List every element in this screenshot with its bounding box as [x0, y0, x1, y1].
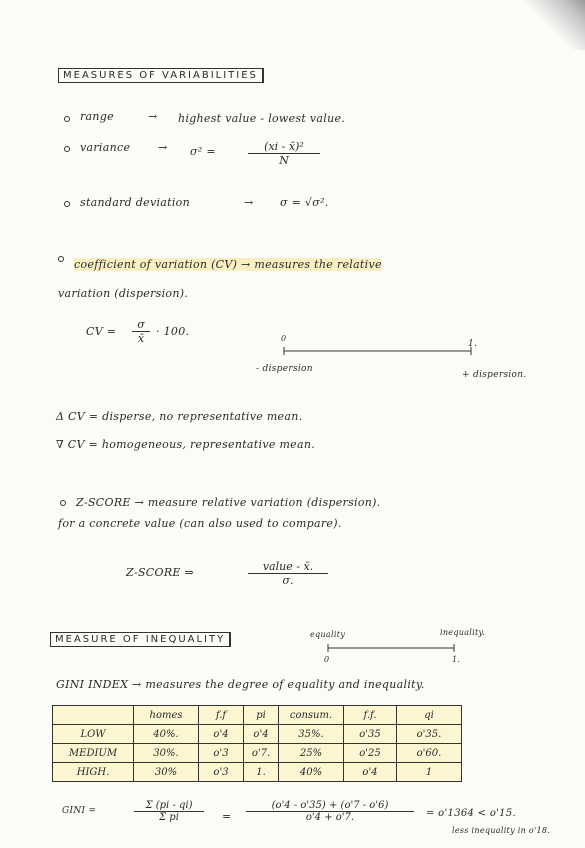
table-cell: o'4: [244, 725, 279, 744]
table-cell: 35%.: [279, 725, 344, 744]
std-formula: σ = √σ².: [280, 196, 329, 209]
variance-lhs: σ² =: [190, 145, 216, 158]
table-header-cell: pi: [244, 706, 279, 725]
zscore-numerator: value - x̄.: [248, 560, 328, 574]
table-cell: o'60.: [397, 744, 462, 763]
table-cell: LOW: [53, 725, 134, 744]
table-cell: o'3: [199, 744, 244, 763]
bullet-icon: [64, 201, 70, 207]
inequality-label: inequality.: [440, 628, 486, 637]
table-cell: 1.: [244, 763, 279, 782]
gini-equals: =: [222, 810, 232, 823]
table-cell: 30%: [134, 763, 199, 782]
cv-high-meaning: Δ CV = disperse, no representative mean.: [56, 410, 303, 423]
table-cell: 40%.: [134, 725, 199, 744]
table-header-cell: f.f: [199, 706, 244, 725]
arrow-icon: →: [244, 196, 254, 209]
table-header-cell: consum.: [279, 706, 344, 725]
zscore-line2: for a concrete value (can also used to compare).: [58, 517, 342, 530]
table-cell: 25%: [279, 744, 344, 763]
gini-denominator-values: o'4 + o'7.: [305, 812, 355, 823]
table-header-row: [53, 706, 462, 725]
cv-line2: variation (dispersion).: [58, 287, 189, 300]
section-title-inequality: MEASURE OF INEQUALITY: [50, 632, 231, 647]
gini-result: = o'1364 < o'15.: [426, 808, 516, 819]
table-header-cell: [53, 706, 134, 725]
variance-denominator: N: [279, 154, 289, 167]
scale-left-label: - dispersion: [256, 364, 313, 374]
bullet-icon: [58, 256, 64, 262]
scale-right-label: + dispersion.: [462, 370, 527, 380]
arrow-icon: →: [158, 141, 168, 154]
table-cell: o'25: [344, 744, 397, 763]
gini-note: less inequality in o'18.: [452, 826, 551, 835]
gini-denominator-general: Σ pi: [159, 812, 179, 823]
gini-definition: GINI INDEX → measures the degree of equality and inequality.: [56, 678, 425, 691]
table-cell: o'7.: [244, 744, 279, 763]
equality-label: equality: [310, 630, 346, 639]
bullet-icon: [60, 500, 66, 506]
table-row: [53, 744, 462, 763]
bullet-icon: [64, 146, 70, 152]
page-edge-shadow: [525, 0, 585, 50]
table-row: [53, 725, 462, 744]
table-cell: 30%.: [134, 744, 199, 763]
table-cell: 40%: [279, 763, 344, 782]
dispersion-scale: [276, 336, 476, 356]
table-cell: o'3: [199, 763, 244, 782]
variance-label: variance: [80, 141, 131, 154]
gini-lhs: GINI =: [62, 806, 97, 816]
table-cell: HIGH.: [53, 763, 134, 782]
table-cell: o'35: [344, 725, 397, 744]
range-definition: highest value - lowest value.: [178, 112, 346, 125]
arrow-icon: →: [148, 110, 158, 123]
equality-value: 0: [324, 655, 330, 664]
table-header-cell: f.f.: [344, 706, 397, 725]
table-cell: o'35.: [397, 725, 462, 744]
cv-rhs: · 100.: [156, 325, 190, 338]
zscore-line1: Z-SCORE → measure relative variation (dispersion).: [76, 496, 381, 509]
table-cell: o'4: [199, 725, 244, 744]
zscore-lhs: Z-SCORE ⇒: [126, 566, 195, 579]
cv-lhs: CV =: [86, 325, 117, 338]
gini-table: [52, 705, 462, 782]
zscore-fraction: [248, 560, 328, 587]
cv-numerator: σ: [132, 318, 150, 332]
scale-left-value: 0: [281, 334, 287, 343]
cv-low-meaning: ∇ CV = homogeneous, representative mean.: [56, 438, 316, 451]
gini-fraction-general: [134, 800, 204, 823]
gini-fraction-values: [246, 800, 414, 823]
table-cell: o'4: [344, 763, 397, 782]
variance-fraction: [248, 140, 320, 167]
inequality-value: 1.: [452, 655, 461, 664]
cv-line1: coefficient of variation (CV) → measures the relative: [74, 258, 382, 271]
std-label: standard deviation: [80, 196, 190, 209]
cv-fraction: [132, 318, 150, 345]
table-header-cell: qi: [397, 706, 462, 725]
table-cell: 1: [397, 763, 462, 782]
cv-denominator: x̄: [137, 332, 145, 345]
table-cell: MEDIUM: [53, 744, 134, 763]
bullet-icon: [64, 116, 70, 122]
scale-right-value: 1.: [468, 339, 478, 349]
gini-numerator-general: Σ (pi - qi): [134, 800, 204, 812]
variance-numerator: (xi - x̄)²: [248, 140, 320, 154]
zscore-denominator: σ.: [282, 574, 294, 587]
table-header-cell: homes: [134, 706, 199, 725]
inequality-scale: [322, 640, 462, 656]
section-title-variabilities: MEASURES OF VARIABILITIES: [58, 68, 264, 83]
table-row: [53, 763, 462, 782]
range-label: range: [80, 110, 114, 123]
gini-numerator-values: (o'4 - o'35) + (o'7 - o'6): [246, 800, 414, 812]
